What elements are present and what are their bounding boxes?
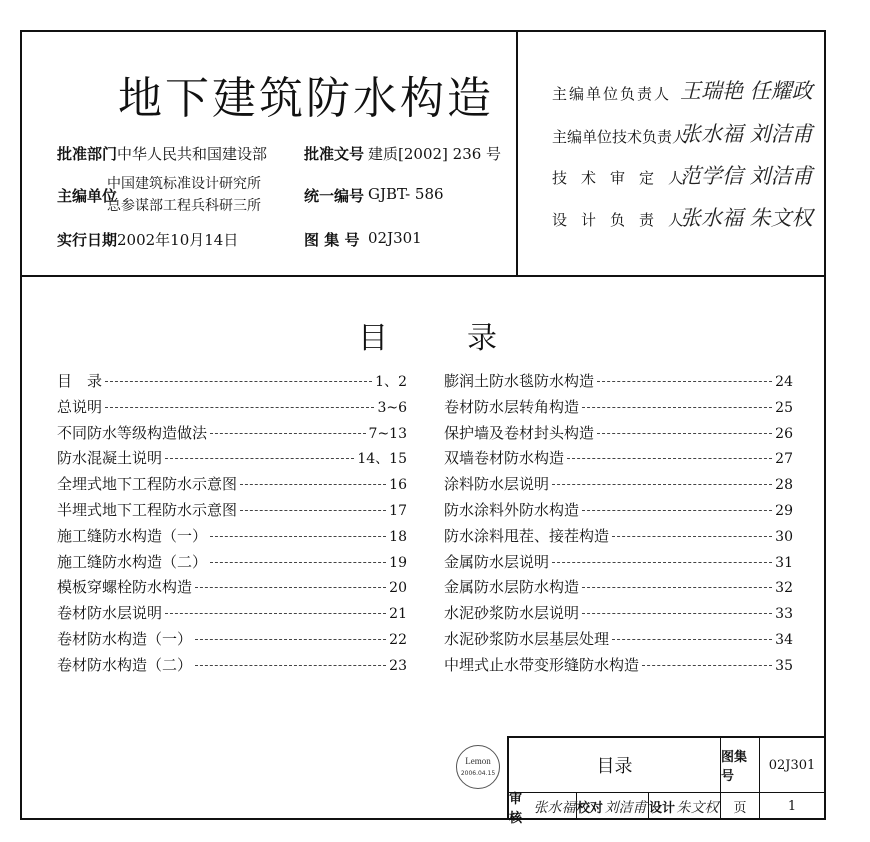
toc-entry-page: 30 — [775, 528, 793, 545]
toc-entry[interactable] — [57, 370, 407, 390]
toc-entry[interactable] — [57, 396, 407, 416]
toc-entry[interactable] — [444, 654, 793, 674]
signature-label-tech-chief: 主编单位技术负责人 — [552, 128, 688, 146]
toc-entry-label: 卷材防水层说明 — [57, 604, 163, 623]
host-unit-line2: 总参谋部工程兵科研三所 — [107, 198, 261, 214]
toc-entry-label: 涂料防水层说明 — [444, 475, 550, 494]
sheet-title: 目录 — [596, 756, 633, 777]
toc-entry-page: 3~6 — [377, 399, 407, 416]
signature-chief: 王瑞艳 任耀政 — [680, 79, 813, 103]
toc-leader-dots — [582, 587, 772, 588]
toc-entry[interactable] — [444, 499, 793, 519]
toc-entry-label: 中埋式止水带变形缝防水构造 — [444, 655, 640, 674]
signature-label-reviewer: 技术审定人 — [552, 169, 698, 187]
design-label: 设计 — [649, 801, 676, 816]
lemon-stamp — [456, 745, 500, 789]
toc-entry[interactable] — [444, 602, 793, 622]
approve-doc: 建质[2002] 236 号 — [368, 145, 502, 163]
toc-leader-dots — [165, 613, 386, 614]
toc-entry[interactable] — [57, 551, 407, 571]
signature-design-lead: 张水福 朱文权 — [680, 206, 813, 230]
effective-date: 2002年10月14日 — [117, 231, 239, 249]
toc-entry-label: 卷材防水构造（一） — [57, 630, 193, 648]
toc-entry-label: 模板穿螺栓防水构造 — [57, 578, 193, 597]
toc-entry-page: 32 — [775, 580, 793, 597]
toc-entry-page: 25 — [775, 399, 793, 416]
toc-entry[interactable] — [444, 370, 793, 390]
toc-entry-page: 7~13 — [368, 425, 407, 442]
toc-leader-dots — [195, 587, 386, 588]
signature-tech-chief: 张水福 刘洁甫 — [680, 122, 813, 146]
unified-no: GJBT- 586 — [368, 185, 444, 203]
approve-dept: 中华人民共和国建设部 — [117, 145, 268, 163]
toc-entry-label: 水泥砂浆防水层基层处理 — [444, 630, 610, 648]
toc-entry-label: 不同防水等级构造做法 — [57, 423, 208, 442]
page-title: 地下建筑防水构造 — [118, 73, 494, 124]
toc-entry-page: 21 — [389, 606, 407, 623]
toc-entry-page: 35 — [775, 657, 793, 674]
toc-entry-page: 28 — [775, 477, 793, 494]
toc-entry[interactable] — [57, 654, 407, 674]
toc-entry-label: 半埋式地下工程防水示意图 — [57, 501, 238, 519]
toc-entry-page: 1、2 — [375, 374, 407, 390]
toc-entry[interactable] — [57, 422, 407, 442]
toc-entry[interactable] — [444, 551, 793, 571]
toc-leader-dots — [582, 613, 772, 614]
approve-dept-label: 批准部门 — [57, 145, 118, 163]
toc-leader-dots — [165, 458, 354, 459]
approve-doc-label: 批准文号 — [304, 145, 365, 163]
toc-leader-dots — [612, 639, 772, 640]
toc-entry-page: 14、15 — [357, 451, 407, 468]
review-signature: 张水福 — [533, 799, 576, 816]
header-vertical-divider — [516, 30, 518, 276]
toc-leader-dots — [240, 510, 386, 511]
toc-leader-dots — [105, 407, 374, 408]
toc-leader-dots — [210, 536, 386, 537]
toc-entry-page: 33 — [775, 606, 793, 623]
toc-entry-page: 24 — [775, 374, 793, 390]
toc-leader-dots — [582, 510, 772, 511]
atlas-no-label: 图 集 号 — [304, 231, 360, 249]
atlas-value: 02J301 — [768, 757, 816, 773]
toc-entry-label: 金属防水层防水构造 — [444, 578, 580, 597]
toc-entry-label: 卷材防水层转角构造 — [444, 397, 580, 416]
header-divider — [20, 275, 826, 277]
design-signature: 朱文权 — [676, 799, 719, 816]
toc-entry-label: 目 录 — [57, 372, 103, 390]
toc-entry-label: 全埋式地下工程防水示意图 — [57, 475, 238, 494]
atlas-label: 图集号 — [721, 750, 748, 784]
toc-leader-dots — [210, 433, 366, 434]
toc-entry-label: 金属防水层说明 — [444, 552, 550, 571]
toc-heading-right: 录 — [467, 321, 497, 356]
toc-entry[interactable] — [57, 447, 407, 467]
toc-entry-page: 16 — [389, 477, 407, 494]
toc-entry-label: 双墙卷材防水构造 — [444, 449, 565, 468]
toc-leader-dots — [105, 381, 372, 382]
review-label: 审核 — [509, 791, 523, 826]
toc-leader-dots — [642, 665, 772, 666]
check-label: 校对 — [577, 801, 604, 816]
signature-label-design-lead: 设计负责人 — [552, 211, 698, 229]
effective-date-label: 实行日期 — [57, 231, 118, 249]
toc-entry-page: 34 — [775, 632, 793, 648]
toc-entry[interactable] — [57, 576, 407, 596]
toc-leader-dots — [210, 562, 386, 563]
toc-leader-dots — [612, 536, 772, 537]
toc-entry[interactable] — [444, 396, 793, 416]
toc-entry-label: 水泥砂浆防水层说明 — [444, 604, 580, 623]
toc-leader-dots — [240, 484, 386, 485]
toc-leader-dots — [597, 381, 772, 382]
toc-entry[interactable] — [57, 499, 407, 519]
check-signature: 刘洁甫 — [604, 799, 647, 816]
toc-entry-label: 施工缝防水构造（一） — [57, 526, 208, 545]
stamp-date: 2006.04.15 — [460, 770, 496, 777]
toc-entry[interactable] — [57, 628, 407, 648]
toc-entry-label: 防水涂料甩茬、接茬构造 — [444, 526, 610, 545]
toc-entry[interactable] — [444, 473, 793, 493]
toc-entry-page: 19 — [389, 554, 407, 571]
toc-entry-page: 22 — [389, 632, 407, 648]
toc-entry[interactable] — [57, 602, 407, 622]
toc-entry[interactable] — [57, 473, 407, 493]
toc-leader-dots — [195, 665, 386, 666]
host-unit-line1: 中国建筑标准设计研究所 — [107, 176, 261, 192]
toc-entry-label: 施工缝防水构造（二） — [57, 552, 208, 571]
host-unit-label: 主编单位 — [57, 187, 118, 205]
toc-entry-page: 20 — [389, 580, 407, 597]
atlas-no: 02J301 — [368, 229, 422, 247]
toc-heading-left: 目 — [358, 321, 388, 356]
signature-label-chief: 主编单位负责人 — [552, 85, 672, 103]
toc-leader-dots — [552, 484, 772, 485]
toc-entry[interactable] — [57, 525, 407, 545]
toc-entry-page: 31 — [775, 554, 793, 571]
toc-entry-label: 卷材防水构造（二） — [57, 655, 193, 674]
signature-reviewer: 范学信 刘洁甫 — [680, 164, 813, 188]
toc-entry-label: 总说明 — [57, 397, 103, 416]
toc-entry-label: 保护墙及卷材封头构造 — [444, 423, 595, 442]
toc-entry-label: 防水混凝土说明 — [57, 449, 163, 468]
toc-leader-dots — [597, 433, 772, 434]
toc-entry-page: 17 — [389, 503, 407, 519]
toc-leader-dots — [567, 458, 772, 459]
toc-leader-dots — [195, 639, 386, 640]
toc-entry-page: 18 — [389, 528, 407, 545]
toc-entry[interactable] — [444, 525, 793, 545]
toc-entry[interactable] — [444, 447, 793, 467]
toc-entry-page: 27 — [775, 451, 793, 468]
toc-entry-label: 膨润土防水毯防水构造 — [444, 372, 595, 390]
toc-entry-page: 26 — [775, 425, 793, 442]
toc-leader-dots — [582, 407, 772, 408]
page-label: 页 — [733, 801, 747, 816]
toc-entry[interactable] — [444, 576, 793, 596]
toc-entry[interactable] — [444, 628, 793, 648]
toc-entry-label: 防水涂料外防水构造 — [444, 501, 580, 519]
stamp-text: Lemon — [465, 756, 491, 766]
unified-no-label: 统一编号 — [304, 187, 365, 205]
page-number: 1 — [787, 799, 797, 814]
toc-leader-dots — [552, 562, 772, 563]
toc-entry-page: 29 — [775, 503, 793, 519]
toc-entry-page: 23 — [389, 657, 407, 674]
toc-entry[interactable] — [444, 422, 793, 442]
